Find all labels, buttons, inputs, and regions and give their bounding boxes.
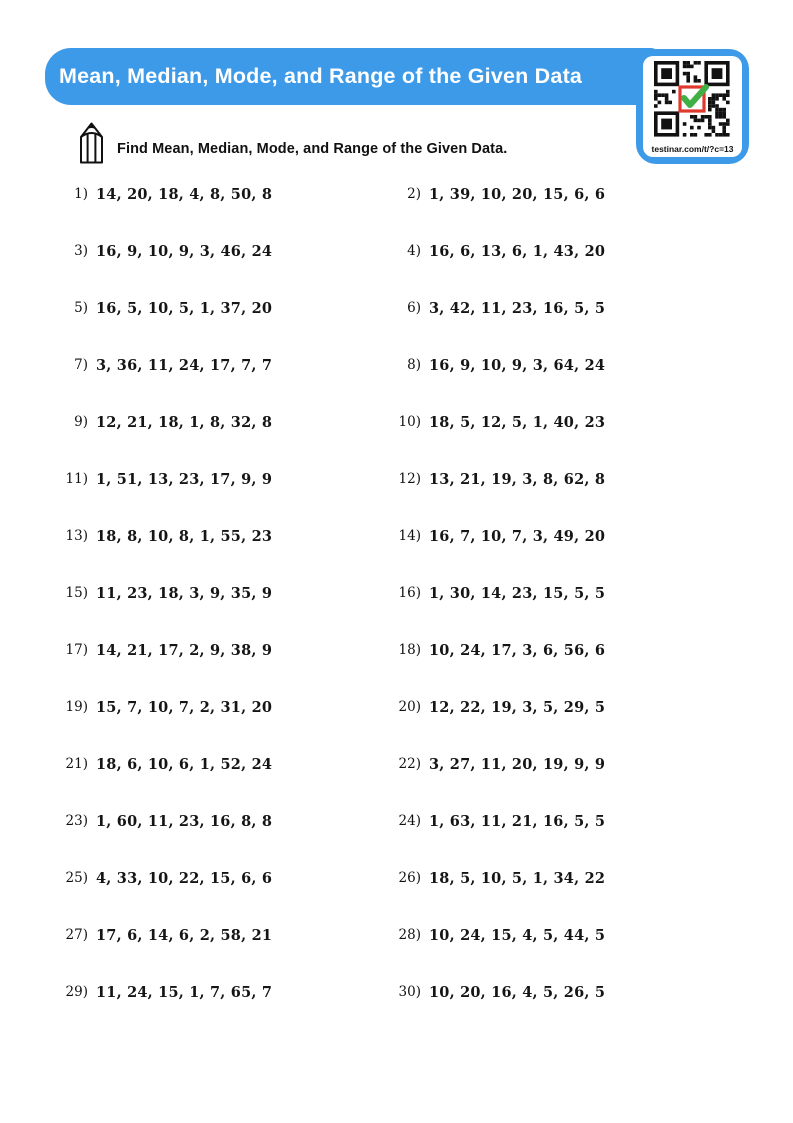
problem-number: 19) — [65, 699, 88, 715]
problem-number: 21) — [65, 756, 88, 772]
problem-values: 17, 6, 14, 6, 2, 58, 21 — [96, 927, 273, 944]
problem-values: 16, 9, 10, 9, 3, 64, 24 — [429, 357, 606, 374]
problem-number: 29) — [65, 984, 88, 1000]
problem-values: 4, 33, 10, 22, 15, 6, 6 — [96, 870, 273, 887]
problem-values: 18, 5, 12, 5, 1, 40, 23 — [429, 414, 606, 431]
problem-item — [60, 528, 393, 585]
problems-grid — [60, 186, 750, 1041]
problem-number: 8) — [407, 357, 421, 373]
problem-item — [393, 300, 750, 357]
problem-item — [393, 927, 750, 984]
qr-inner-panel — [643, 56, 742, 157]
problem-values: 14, 21, 17, 2, 9, 38, 9 — [96, 642, 273, 659]
problem-number: 4) — [407, 243, 421, 259]
problem-values: 11, 23, 18, 3, 9, 35, 9 — [96, 585, 273, 602]
problem-item — [393, 186, 750, 243]
problem-item — [60, 642, 393, 699]
problem-values: 18, 6, 10, 6, 1, 52, 24 — [96, 756, 273, 773]
problem-number: 23) — [65, 813, 88, 829]
problem-number: 18) — [398, 642, 421, 658]
problem-item — [393, 870, 750, 927]
problem-values: 18, 8, 10, 8, 1, 55, 23 — [96, 528, 273, 545]
qr-container — [636, 49, 749, 164]
qr-url-label: testinar.com/t/?c=13 — [651, 144, 734, 154]
problem-item — [60, 186, 393, 243]
problem-values: 16, 6, 13, 6, 1, 43, 20 — [429, 243, 606, 260]
problem-values: 14, 20, 18, 4, 8, 50, 8 — [96, 186, 273, 203]
problem-item — [393, 699, 750, 756]
problem-values: 13, 21, 19, 3, 8, 62, 8 — [429, 471, 606, 488]
problem-values: 1, 63, 11, 21, 16, 5, 5 — [429, 813, 606, 830]
problem-values: 18, 5, 10, 5, 1, 34, 22 — [429, 870, 606, 887]
problem-item — [60, 357, 393, 414]
problem-values: 10, 24, 17, 3, 6, 56, 6 — [429, 642, 606, 659]
problem-number: 24) — [398, 813, 421, 829]
problem-values: 10, 20, 16, 4, 5, 26, 5 — [429, 984, 606, 1001]
problem-item — [60, 927, 393, 984]
qr-code — [654, 61, 730, 137]
problem-number: 25) — [65, 870, 88, 886]
problem-item — [393, 471, 750, 528]
header-band — [45, 48, 659, 105]
problem-number: 10) — [398, 414, 421, 430]
problem-number: 26) — [398, 870, 421, 886]
instruction-row — [78, 122, 507, 164]
problem-item — [60, 300, 393, 357]
instruction-text: Find Mean, Median, Mode, and Range of the Given Data. — [117, 141, 508, 157]
problem-number: 27) — [65, 927, 88, 943]
problem-values: 12, 21, 18, 1, 8, 32, 8 — [96, 414, 273, 431]
problem-item — [393, 813, 750, 870]
problem-values: 1, 51, 13, 23, 17, 9, 9 — [96, 471, 273, 488]
problem-item — [393, 414, 750, 471]
problem-item — [60, 471, 393, 528]
problem-item — [60, 813, 393, 870]
problem-values: 11, 24, 15, 1, 7, 65, 7 — [96, 984, 273, 1001]
problem-number: 7) — [74, 357, 88, 373]
problem-number: 22) — [398, 756, 421, 772]
problem-item — [393, 357, 750, 414]
problem-number: 20) — [398, 699, 421, 715]
problem-item — [393, 585, 750, 642]
pencil-icon — [78, 122, 105, 164]
problem-values: 1, 60, 11, 23, 16, 8, 8 — [96, 813, 273, 830]
problem-item — [60, 585, 393, 642]
problem-item — [393, 756, 750, 813]
problem-item — [393, 642, 750, 699]
problem-values: 12, 22, 19, 3, 5, 29, 5 — [429, 699, 606, 716]
problem-values: 16, 5, 10, 5, 1, 37, 20 — [96, 300, 273, 317]
problem-item — [393, 243, 750, 300]
problem-values: 3, 42, 11, 23, 16, 5, 5 — [429, 300, 606, 317]
problem-values: 16, 9, 10, 9, 3, 46, 24 — [96, 243, 273, 260]
problem-item — [393, 528, 750, 585]
problem-number: 15) — [65, 585, 88, 601]
problem-number: 11) — [65, 471, 88, 487]
problem-item — [60, 756, 393, 813]
problem-number: 1) — [74, 186, 88, 202]
problem-number: 30) — [398, 984, 421, 1000]
problem-number: 16) — [398, 585, 421, 601]
problem-item — [60, 870, 393, 927]
problem-item — [60, 243, 393, 300]
problem-values: 15, 7, 10, 7, 2, 31, 20 — [96, 699, 273, 716]
page-title: Mean, Median, Mode, and Range of the Given Data — [59, 64, 583, 88]
problem-number: 5) — [74, 300, 88, 316]
problem-number: 3) — [74, 243, 88, 259]
problem-number: 9) — [74, 414, 88, 430]
problem-values: 1, 39, 10, 20, 15, 6, 6 — [429, 186, 606, 203]
problem-number: 28) — [398, 927, 421, 943]
problem-number: 17) — [65, 642, 88, 658]
problem-values: 3, 27, 11, 20, 19, 9, 9 — [429, 756, 606, 773]
problem-values: 3, 36, 11, 24, 17, 7, 7 — [96, 357, 273, 374]
problem-values: 1, 30, 14, 23, 15, 5, 5 — [429, 585, 606, 602]
problem-item — [60, 699, 393, 756]
problem-values: 16, 7, 10, 7, 3, 49, 20 — [429, 528, 606, 545]
problem-item — [393, 984, 750, 1041]
problem-number: 13) — [65, 528, 88, 544]
problem-item — [60, 984, 393, 1041]
problem-number: 6) — [407, 300, 421, 316]
problem-values: 10, 24, 15, 4, 5, 44, 5 — [429, 927, 606, 944]
problem-number: 12) — [398, 471, 421, 487]
problem-item — [60, 414, 393, 471]
problem-number: 2) — [407, 186, 421, 202]
problem-number: 14) — [398, 528, 421, 544]
